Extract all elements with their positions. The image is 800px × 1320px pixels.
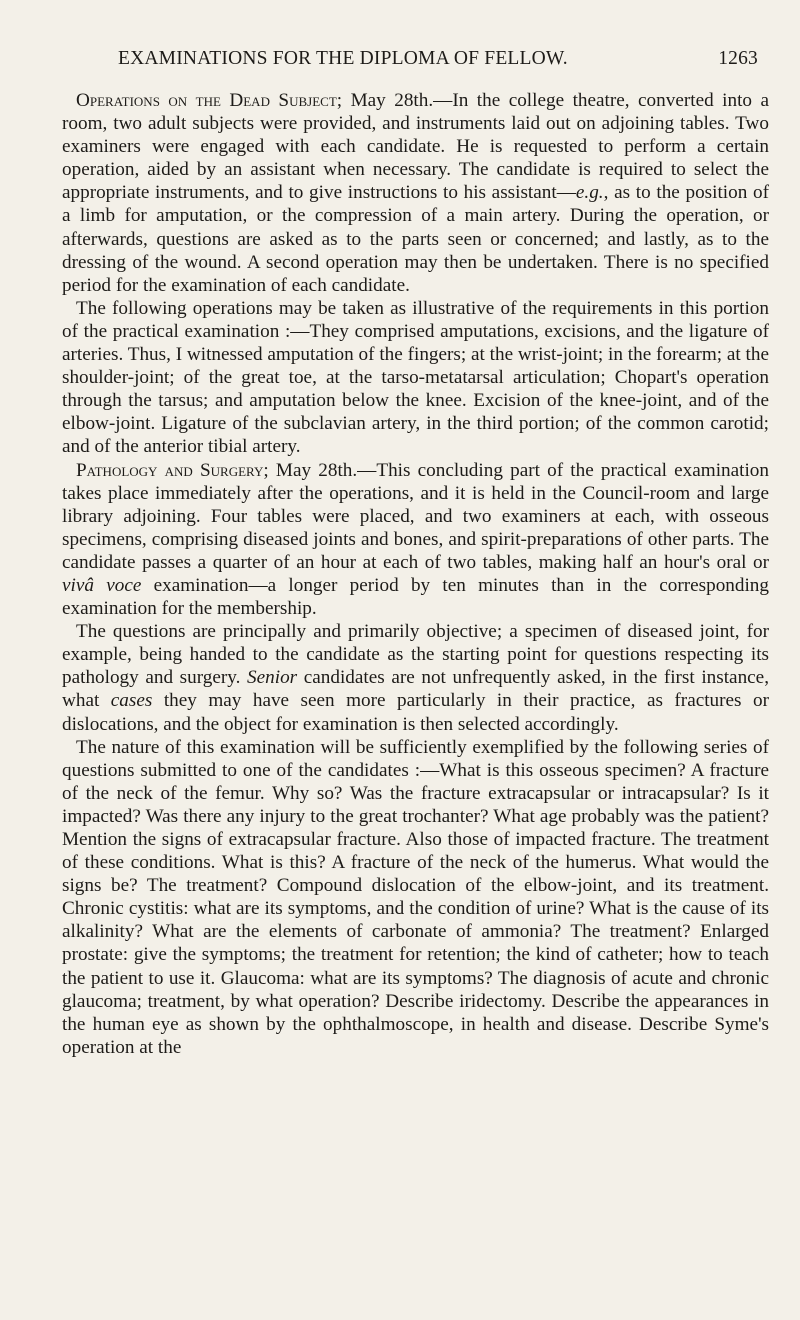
paragraph-operations (62, 89, 769, 297)
text-run: The nature of this examination will be sufficiently exemplified by the following series of questions submitted to one of the candidates :—What is this osseous specimen? A fracture of the neck of the femur. Why so? Was the fracture extracapsular or intracapsular? Is it impacted? Was there any injury to the great trochanter? What age probably was the patient? Mention the signs of extracapsular fracture. Also those of impacted fracture. The treatment of these conditions. What is this? A fracture of the neck of the humerus. What would the signs be? The treatment? Compound dislocation of the elbow-joint, and its treatment. Chronic cystitis: what are its symptoms, and the condition of urine? What is the cause of its alkalinity? What are the elements of carbonate of ammonia? The treatment? Enlarged prostate: give the symptoms; the treatment for retention; the kind of catheter; how to teach the patient to use it. Glaucoma: what are its symptoms? The diagnosis of acute and chronic glaucoma; treatment, by what operation? Describe iridectomy. Describe the appearances in the human eye as shown by the ophthalmoscope, in health and disease. Describe Syme's operation at the (62, 736, 769, 1058)
text-run: The questions are principally and primarily objective; a specimen of diseased joint, for example, being handed to the candidate as the starting point for questions respecting its pathology and surgery. (62, 621, 769, 689)
section-lead-pathology: Pathology and Surgery (76, 459, 264, 481)
running-title: EXAMINATIONS FOR THE DIPLOMA OF FELLOW. (118, 48, 568, 69)
text-run: The following operations may be taken as illustrative of the requirements in this portion of the practical examination :—They comprised amputations, excisions, and the ligature of arteries. Thus, I witnessed amputation of the fingers; at the wrist-joint; in the forearm; at the shoulder-joint; of the great toe, at the tarso-metatarsal articulation; Chopart's operation through the tarsus; and amputation below the knee. Excision of the knee-joint, and of the elbow-joint. Ligature of the subclavian artery, in the third portion; of the common carotid; and of the anterior tibial artery. (62, 297, 769, 458)
text-run: they may have seen more particularly in their practice, as fractures or dislocations, and the object for examination is then selected accordingly. (62, 690, 769, 735)
text-run: candidates are not unfrequently asked, in the first instance, what (62, 667, 769, 712)
paragraph-pathology-surgery (62, 459, 769, 621)
running-header (118, 48, 758, 78)
italic-run: e.g. (575, 182, 604, 204)
text-run: , as to the position of a limb for amputation, or the compression of a main artery. During the operation, or afterwards, questions are asked as to the parts seen or concerned; and lastly, as to the dressing of the wound. A second operation may then be undertaken. There is no specified period for the examination of each candidate. (62, 182, 769, 296)
text-run: ; May 28th.—In the college theatre, converted into a room, two adult subjects were provided, and instruments laid out on adjoining tables. Two examiners were engaged with each candidate. He is requested to perform a certain operation, aided by an assistant when necessary. The candidate is required to select the appropriate instruments, and to give instructions to his assistant— (62, 90, 769, 204)
section-lead-operations: Operations on the Dead Subject (76, 90, 337, 111)
body-text (62, 89, 769, 1059)
text-run: ; May 28th.—This concluding part of the practical examination takes place immediately after the operations, and it is held in the Council-room and large library adjoining. Four tables were placed, and two examiners at each, with osseous specimens, comprising diseased joints and bones, and spirit-preparations of other parts. The candidate passes a quarter of an hour at each of two tables, making half an hour's oral or (62, 459, 769, 573)
paragraph-question-series (62, 736, 769, 1059)
page-number: 1263 (718, 48, 758, 69)
text-run: examination—a longer period by ten minutes than in the corresponding examination for the membership. (62, 574, 769, 620)
paragraph-illustrative-operations (62, 297, 769, 459)
paragraph-questions-objective (62, 620, 769, 735)
italic-run: vivâ voce (62, 574, 142, 596)
italic-run: Senior (247, 667, 298, 689)
italic-run: cases (110, 690, 153, 712)
